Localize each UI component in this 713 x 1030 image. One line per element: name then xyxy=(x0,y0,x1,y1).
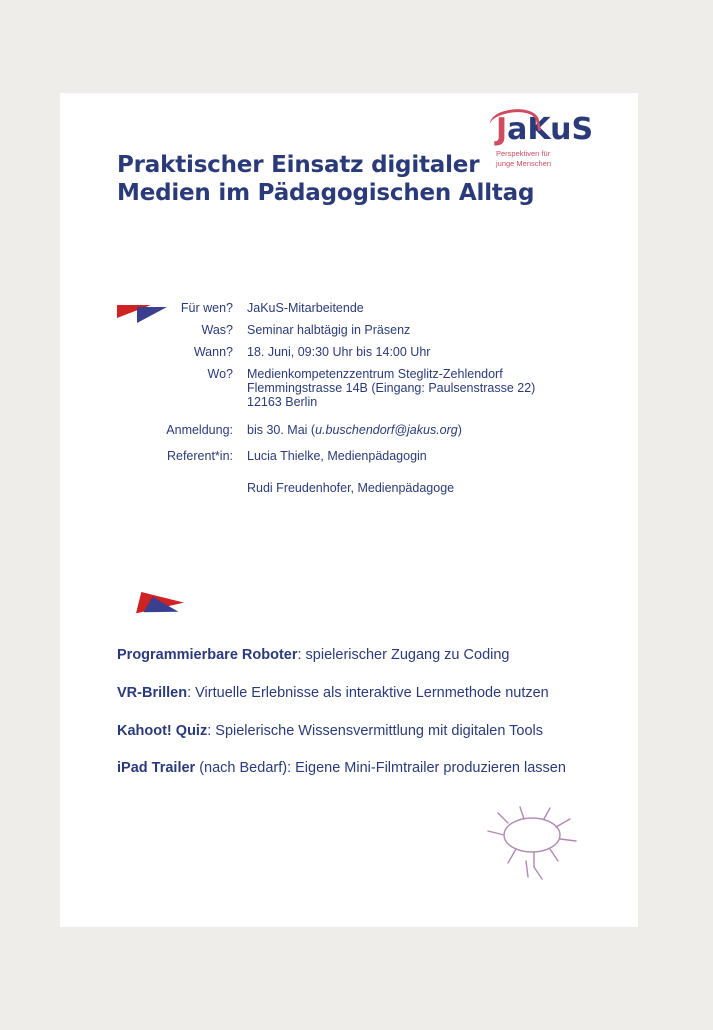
detail-row-what xyxy=(117,323,587,337)
detail-value xyxy=(247,367,587,409)
list-item xyxy=(117,758,577,780)
list-item xyxy=(117,683,577,705)
topic-text: (nach Bedarf): Eigene Mini-Filmtrailer produzieren lassen xyxy=(195,760,566,777)
detail-line: Lucia Thielke, Medienpädagogin xyxy=(247,449,427,463)
detail-value xyxy=(247,323,587,337)
detail-line: JaKuS-Mitarbeitende xyxy=(247,301,364,315)
detail-line: Medienkompetenzzentrum Steglitz-Zehlendorf xyxy=(247,367,503,381)
list-item xyxy=(117,721,577,743)
logo-tagline-line1: Perspektiven für xyxy=(496,149,551,158)
detail-line: Rudi Freudenhofer, Medienpädagoge xyxy=(247,481,455,495)
flyer-page xyxy=(60,93,638,927)
detail-value xyxy=(247,345,587,359)
list-item xyxy=(117,645,577,667)
detail-row-when xyxy=(117,345,587,359)
logo-tagline-line2: junge Menschen xyxy=(496,159,552,169)
detail-label: Wo? xyxy=(207,367,233,381)
detail-label: Was? xyxy=(201,323,233,337)
detail-line: 18. Juni, 09:30 Uhr bis 14:00 Uhr xyxy=(247,345,431,359)
detail-value xyxy=(247,423,587,437)
detail-label: Anmeldung: xyxy=(166,423,233,437)
topic-title: Kahoot! Quiz xyxy=(117,722,208,739)
detail-label: Referent*in: xyxy=(166,449,233,463)
registration-prefix: bis 30. Mai ( xyxy=(247,423,316,437)
detail-value xyxy=(247,449,587,495)
detail-line: 12163 Berlin xyxy=(247,395,318,409)
topic-list xyxy=(117,645,577,796)
event-details xyxy=(117,301,587,503)
detail-row-audience xyxy=(117,301,587,315)
detail-row-registration xyxy=(117,423,587,437)
topic-title: iPad Trailer xyxy=(117,760,196,777)
logo-word-part2: a xyxy=(507,112,528,147)
topic-text: : spielerischer Zugang zu Coding xyxy=(297,647,510,663)
topic-title: VR-Brillen xyxy=(117,684,188,701)
detail-row-where xyxy=(117,367,587,409)
registration-email[interactable]: u.buschendorf@jakus.org xyxy=(315,423,458,437)
detail-label: Wann? xyxy=(193,345,233,359)
page-title-line1: Praktischer Einsatz digitaler xyxy=(117,152,480,178)
detail-line: Seminar halbtägig in Präsenz xyxy=(247,323,411,337)
logo-word-part1: J xyxy=(496,112,508,147)
detail-line: Flemmingstrasse 14B (Eingang: Paulsenstrasse 22) xyxy=(247,381,536,395)
sun-doodle-icon xyxy=(484,805,584,885)
page-title-line2: Medien im Pädagogischen Alltag xyxy=(117,180,535,207)
detail-row-speakers xyxy=(117,449,587,495)
page-title xyxy=(117,151,537,207)
registration-suffix: ) xyxy=(457,423,462,437)
topic-text: : Virtuelle Erlebnisse als interaktive Lernmethode nutzen xyxy=(187,684,549,701)
detail-value xyxy=(247,301,587,315)
topic-title: Programmierbare Roboter xyxy=(117,647,298,663)
detail-label: Für wen? xyxy=(180,301,233,315)
logo-word-part3: KuS xyxy=(527,112,594,147)
arrow-marker-icon-2 xyxy=(138,597,198,641)
topic-text: : Spielerische Wissensvermittlung mit digitalen Tools xyxy=(207,722,544,739)
